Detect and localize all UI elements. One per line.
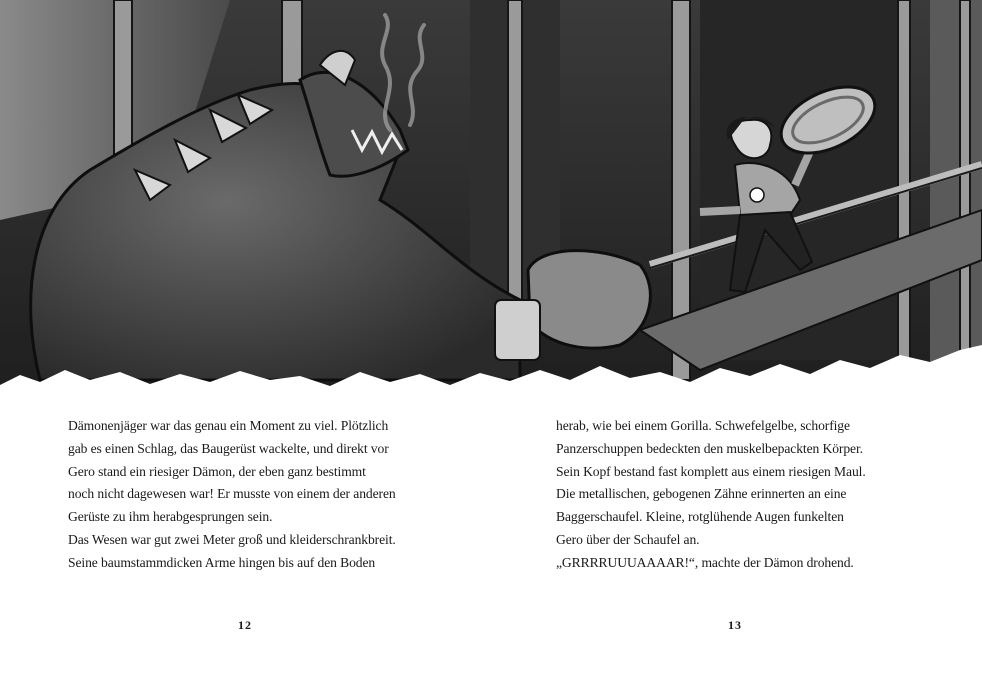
text-line: Gerüste zu ihm herabgesprungen sein. [68, 509, 273, 525]
text-line: Sein Kopf bestand fast komplett aus einem riesigen Maul. [556, 463, 866, 479]
text-line: Seine baumstammdicken Arme hingen bis auf den Boden [68, 554, 376, 570]
text-line: herab, wie bei einem Gorilla. Schwefelgelbe, schorfige [556, 418, 850, 433]
page-number-left: 12 [238, 618, 252, 632]
page-number-right: 13 [728, 618, 742, 632]
text-line: Gero stand ein riesiger Dämon, der eben ganz bestimmt [68, 463, 366, 479]
text-line: noch nicht dagewesen war! Er musste von einem der anderen [68, 486, 396, 502]
text-line: Dämonenjäger war das genau ein Moment zu viel. Plötzlich [68, 418, 389, 433]
right-page-text [556, 415, 916, 575]
text-line: Das Wesen war gut zwei Meter groß und kleiderschrankbreit. [68, 531, 396, 547]
text-line: Baggerschaufel. Kleine, rotglühende Augen funkelten [556, 509, 844, 525]
text-line: Panzerschuppen bedeckten den muskelbepackten Körper. [556, 440, 863, 456]
text-line: gab es einen Schlag, das Baugerüst wackelte, und direkt vor [68, 440, 389, 456]
left-page-text [68, 415, 428, 575]
text-line: „GRRRRUUUAAAAR!“, machte der Dämon drohend. [556, 554, 854, 570]
text-line: Gero über der Schaufel an. [556, 531, 700, 547]
text-line: Die metallischen, gebogenen Zähne erinnerten an eine [556, 486, 847, 502]
